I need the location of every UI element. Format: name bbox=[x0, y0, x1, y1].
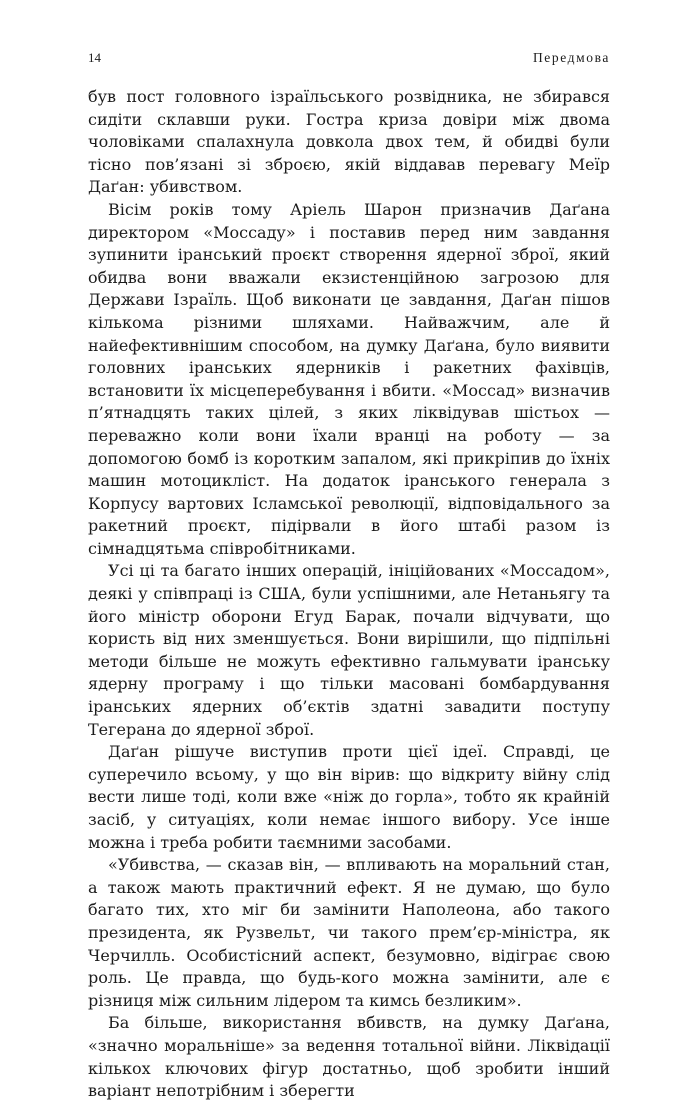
running-title: Передмова bbox=[532, 50, 610, 65]
paragraph-5: «Убивства, — сказав він, — впливають на моральний стан, а також мають практичний ефект. Я не думаю, що було багато тих, хто міг би замінити Наполеона, або такого президента, як Рузвельт, чи такого прем’єр-міністра, як Черчилль. Особистісний аспект, безумовно, відіграє свою роль. Це правда, що будь-кого можна замінити, але є різниця між сильним лідером та кимсь безликим». bbox=[88, 855, 610, 1010]
paragraph-1: був пост головного ізраїльського розвідника, не збирався сидіти склавши руки. Гостра криза довіри між двома чоловіками спалахнула довкола двох тем, й обидві були тісно пов’язані зі зброєю, якій віддавав перевагу Меїр Даґан: убивством. bbox=[88, 87, 610, 197]
page-number: 14 bbox=[88, 50, 101, 65]
paragraph-3: Усі ці та багато інших операцій, ініційованих «Моссадом», деякі у співпраці із США, були успішними, але Нетаньягу та його міністр оборони Егуд Барак, почали відчувати, що користь від них зменшується. Вони вирішили, що підпільні методи більше не можуть ефективно гальмувати іранську ядерну програму і що тільки масовані бомбардування іранських ядерних об’єктів здатні завадити поступу Тегерана до ядерної зброї. bbox=[88, 561, 610, 739]
paragraph-4: Даґан рішуче виступив проти цієї ідеї. Справді, це суперечило всьому, у що він вірив: що відкриту війну слід вести лише тоді, коли вже «ніж до горла», тобто як крайній засіб, у ситуаціях, коли немає іншого вибору. Усе інше можна і треба робити таємними засобами. bbox=[88, 742, 610, 852]
body-text bbox=[88, 86, 610, 1103]
paragraph-2: Вісім років тому Аріель Шарон призначив Даґана директором «Моссаду» і поставив перед ним завдання зупинити іранський проєкт створення ядерної зброї, який обидва вони вважали екзистенційною загрозою для Держави Ізраїль. Щоб виконати це завдання, Даґан пішов кількома різними шляхами. Найважчим, але й найефективнішим способом, на думку Даґана, було виявити головних іранських ядерників і ракетних фахівців, встановити їх місцеперебування і вбити. «Моссад» визначив п’ятнадцять таких цілей, з яких ліквідував шістьох — переважно коли вони їхали вранці на роботу — за допомогою бомб із коротким запалом, які прикріпив до їхніх машин мотоцикліст. На додаток іранського генерала з Корпусу вартових Ісламської революції, відповідального за ракетний проєкт, підірвали в його штабі разом із сімнадцятьма співробітниками. bbox=[88, 199, 610, 558]
paragraph-6: Ба більше, використання вбивств, на думку Даґана, «значно моральніше» за ведення тотальної війни. Ліквідації кількох ключових фігур достатньо, щоб зробити інший варіант непотрібним і зберегти bbox=[88, 1013, 610, 1101]
page-header bbox=[88, 50, 610, 66]
